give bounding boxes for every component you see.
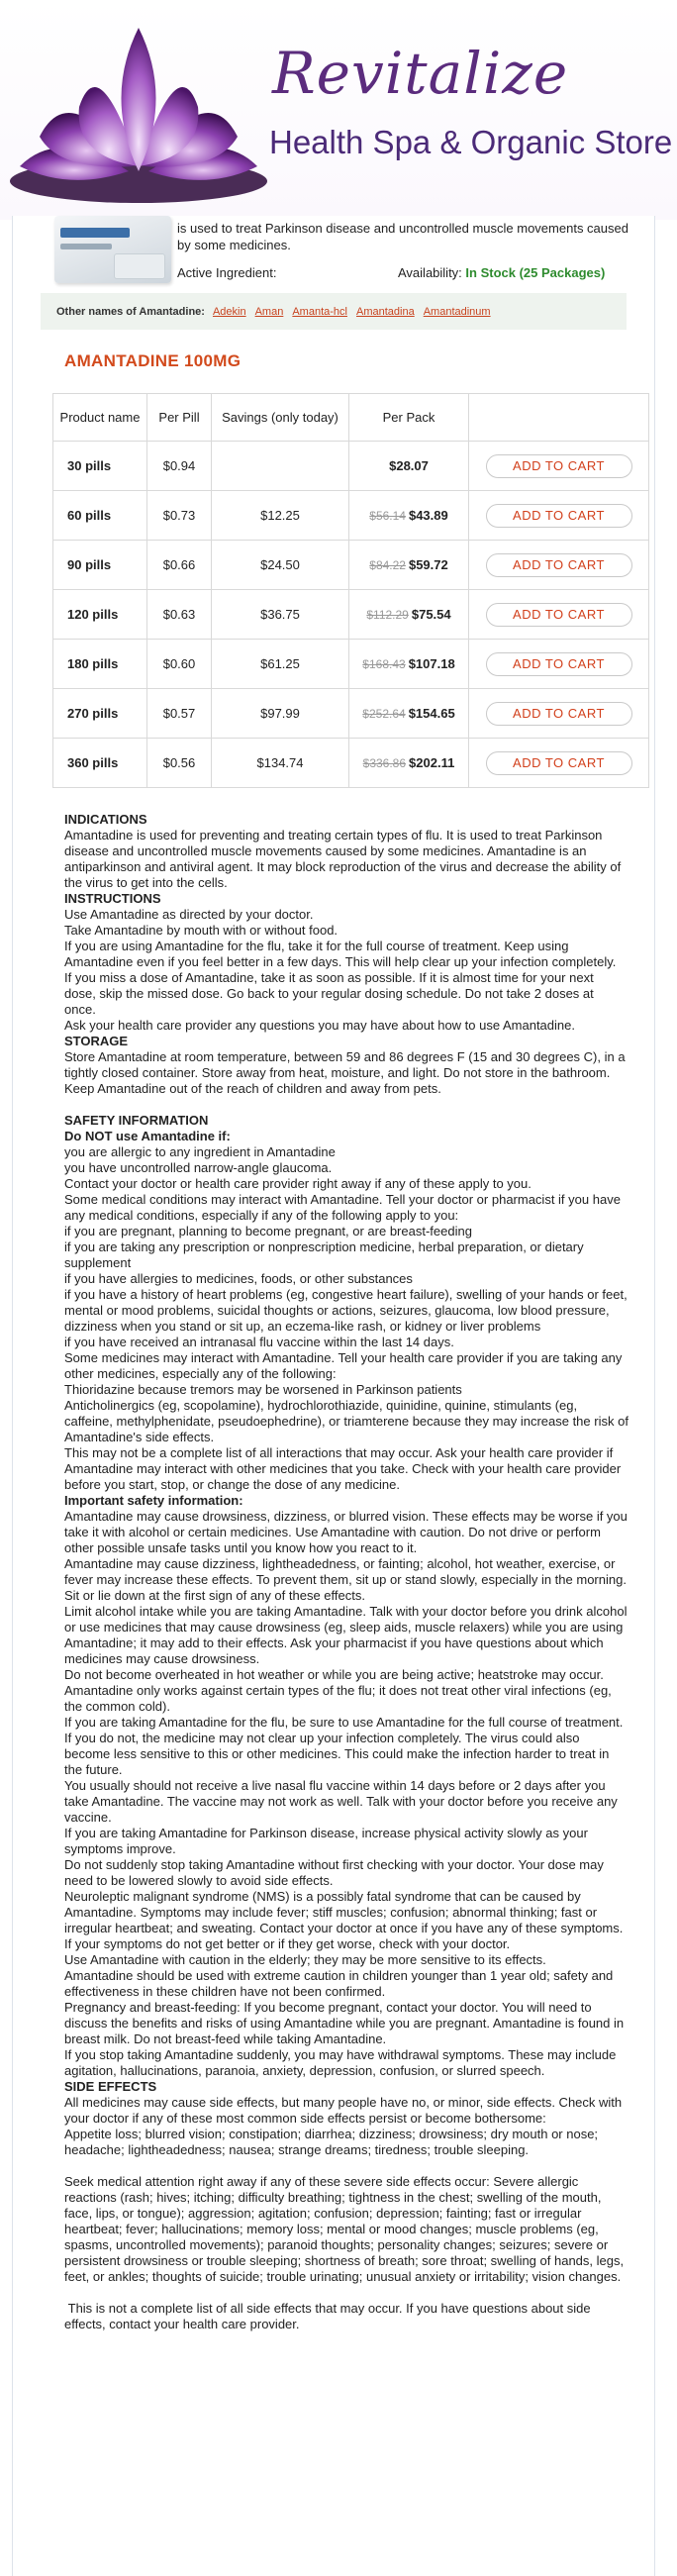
product-description: is used to treat Parkinson disease and uncontrolled muscle movements caused by some medicines.: [177, 221, 629, 252]
row-price: $75.54: [411, 607, 451, 622]
row-savings: $61.25: [212, 640, 349, 689]
row-action: [469, 442, 649, 491]
do-not-heading: Do NOT use Amantadine if:: [64, 1129, 231, 1143]
do-not-item: if you are pregnant, planning to become pregnant, or are breast-feeding: [64, 1224, 472, 1238]
add-to-cart-button[interactable]: ADD TO CART: [486, 751, 632, 775]
table-row: [53, 541, 649, 590]
side-effects-list: [64, 2095, 629, 2158]
lotus-logo-icon: [0, 8, 277, 216]
safety-heading: SAFETY INFORMATION: [64, 1113, 209, 1128]
col-action: [469, 394, 649, 442]
row-action: [469, 689, 649, 739]
row-per-pill: $0.56: [147, 739, 212, 788]
do-not-item: Contact your doctor or health care provider right away if any of these apply to you.: [64, 1176, 532, 1191]
row-price: $154.65: [408, 706, 455, 721]
row-old-price: $56.14: [369, 509, 406, 523]
row-action: [469, 590, 649, 640]
brand-title: Revitalize: [272, 40, 569, 107]
row-per-pack: [349, 541, 469, 590]
important-item: Amantadine only works against certain types of the flu; it does not treat other viral infections (eg, the common cold).: [64, 1683, 612, 1714]
row-old-price: $252.64: [362, 707, 406, 721]
row-quantity: 90 pills: [53, 541, 147, 590]
important-item: Do not become overheated in hot weather or while you are being active; heatstroke may occur.: [64, 1667, 604, 1682]
row-per-pill: $0.57: [147, 689, 212, 739]
table-row: [53, 491, 649, 541]
instruction-item: Ask your health care provider any questions you may have about how to use Amantadine.: [64, 1018, 575, 1033]
row-per-pill: $0.63: [147, 590, 212, 640]
other-name-link[interactable]: Amantadina: [355, 305, 415, 318]
instruction-item: If you are using Amantadine for the flu, take it for the full course of treatment. Keep using Amantadine even if you feel better in a few days. This will help clear up your infection completely.: [64, 939, 617, 969]
storage-heading: STORAGE: [64, 1034, 129, 1048]
important-item: Amantadine may cause drowsiness, dizziness, or blurred vision. These effects may be worse if you take it with alcohol or certain medicines. Use Amantadine with caution. Do not drive or perform other possible unsafe tasks until you know how you react to it.: [64, 1509, 628, 1555]
table-header-row: [53, 394, 649, 442]
add-to-cart-button[interactable]: ADD TO CART: [486, 702, 632, 726]
row-action: [469, 541, 649, 590]
row-price: $107.18: [408, 656, 455, 671]
important-item: Use Amantadine with caution in the elderly; they may be more sensitive to its effects.: [64, 1952, 546, 1967]
indications-heading: INDICATIONS: [64, 812, 147, 827]
row-savings: $12.25: [212, 491, 349, 541]
other-name-link[interactable]: Aman: [254, 305, 284, 318]
row-quantity: 60 pills: [53, 491, 147, 541]
do-not-item: if you have received an intranasal flu vaccine within the last 14 days.: [64, 1335, 454, 1349]
footer-note: This is not a complete list of all side effects that may occur. If you have questions about side effects, contact your health care provider.: [64, 2301, 595, 2331]
important-item: Do not suddenly stop taking Amantadine without first checking with your doctor. Your dose may need to be lowered slowly to avoid side effects.: [64, 1857, 604, 1888]
do-not-list: [64, 1144, 629, 1493]
table-row: [53, 689, 649, 739]
do-not-item: if you have allergies to medicines, foods, or other substances: [64, 1271, 413, 1286]
product-image: [54, 216, 171, 283]
row-per-pack: [349, 739, 469, 788]
instruction-item: Use Amantadine as directed by your doctor.: [64, 907, 314, 922]
row-per-pack: [349, 590, 469, 640]
do-not-item: Some medical conditions may interact with Amantadine. Tell your doctor or pharmacist if you have any medical conditions, especially if any of the following apply to you:: [64, 1192, 621, 1223]
other-name-link[interactable]: Adekin: [212, 305, 246, 318]
row-quantity: 270 pills: [53, 689, 147, 739]
side-effect-item: Appetite loss; blurred vision; constipation; diarrhea; dizziness; drowsiness; dry mouth or nose; headache; lightheadedness; nausea; strange dreams; tiredness; trouble sleeping.: [64, 2127, 599, 2157]
row-savings: $24.50: [212, 541, 349, 590]
other-name-link[interactable]: Amanta-hcl: [292, 305, 347, 318]
important-item: Limit alcohol intake while you are taking Amantadine. Talk with your doctor before you drink alcohol or use medicines that may cause drowsiness (eg, sleep aids, muscle relaxers) while you are using Amantadine; it may add to their effects. Ask your pharmacist if you have questions about which medicines may cause drowsiness.: [64, 1604, 628, 1666]
row-savings: $97.99: [212, 689, 349, 739]
row-per-pill: $0.73: [147, 491, 212, 541]
table-row: [53, 442, 649, 491]
important-list: [64, 1509, 629, 2079]
add-to-cart-button[interactable]: ADD TO CART: [486, 504, 632, 528]
important-item: If your symptoms do not get better or if they get worse, check with your doctor.: [64, 1936, 511, 1951]
price-table: [52, 393, 649, 788]
row-per-pack: [349, 491, 469, 541]
col-per-pill: Per Pill: [147, 394, 212, 442]
instructions-heading: INSTRUCTIONS: [64, 891, 161, 906]
col-per-pack: Per Pack: [349, 394, 469, 442]
availability: [398, 265, 605, 280]
do-not-item: Some medicines may interact with Amantadine. Tell your health care provider if you are taking any other medicines, especially any of the following:: [64, 1350, 623, 1381]
row-price: $202.11: [409, 755, 455, 770]
row-action: [469, 739, 649, 788]
row-per-pill: $0.66: [147, 541, 212, 590]
row-per-pill: $0.94: [147, 442, 212, 491]
instruction-item: Take Amantadine by mouth with or without food.: [64, 923, 338, 938]
stock-status: In Stock (25 Packages): [465, 265, 606, 280]
brand-subtitle: Health Spa & Organic Store: [269, 124, 673, 160]
important-item: Amantadine should be used with extreme caution in children younger than 1 year old; safety and effectiveness in these children have not been confirmed.: [64, 1968, 614, 1999]
do-not-item: you have uncontrolled narrow-angle glaucoma.: [64, 1160, 333, 1175]
table-row: [53, 640, 649, 689]
do-not-item: Thioridazine because tremors may be worsened in Parkinson patients: [64, 1382, 462, 1397]
important-item: If you are taking Amantadine for Parkinson disease, increase physical activity slowly as your symptoms improve.: [64, 1826, 588, 1856]
row-old-price: $84.22: [369, 558, 406, 572]
row-old-price: $112.29: [366, 608, 409, 622]
row-old-price: $336.86: [362, 756, 407, 770]
severe-effects-text: Seek medical attention right away if any of these severe side effects occur: Severe allergic reactions (rash; hives; itching; difficulty breathing; tightness in the chest; swelling of the mouth, face, lips, or tongue); aggression; agitation; confusion; depression; fainting; fast or irregular heartbeat; fever; hallucinations; memory loss; mental or mood changes; muscle problems (eg, spasms, uncontrolled movements); paranoid thoughts; personality changes; seizures; severe or persistent drowsiness or trouble sleeping; shortness of breath; sore throat; swelling of hands, legs, feet, or ankles; thoughts of suicide; trouble urinating; unusual anxiety or irritability; vision changes.: [64, 2174, 625, 2284]
row-price: $59.72: [408, 557, 448, 572]
important-item: You usually should not receive a live nasal flu vaccine within 14 days before or 2 days after you take Amantadine. The vaccine may not work as well. Talk with your doctor before you receive any vaccine.: [64, 1778, 618, 1825]
row-per-pill: $0.60: [147, 640, 212, 689]
row-old-price: $168.43: [362, 657, 406, 671]
row-per-pack: [349, 640, 469, 689]
instructions-list: [64, 907, 629, 1034]
side-effect-item: All medicines may cause side effects, but many people have no, or minor, side effects. Check with your doctor if any of these most common side effects persist or become bothersome:: [64, 2095, 623, 2126]
important-item: Pregnancy and breast-feeding: If you become pregnant, contact your doctor. You will need to discuss the benefits and risks of using Amantadine while you are pregnant. Amantadine is found in breast milk. Do not breast-feed while taking Amantadine.: [64, 2000, 625, 2046]
important-item: Neuroleptic malignant syndrome (NMS) is a possibly fatal syndrome that can be caused by Amantadine. Symptoms may include fever; stiff muscles; confusion; abnormal thinking; fast or irregular heartbeat; and sweating. Contact your doctor at once if you have any of these symptoms.: [64, 1889, 624, 1935]
row-savings: $36.75: [212, 590, 349, 640]
important-item: If you are taking Amantadine for the flu, be sure to use Amantadine for the full course of treatment. If you do not, the medicine may not clear up your infection completely. The virus could also become less sensitive to this or other medicines. This could make the infection harder to treat in the future.: [64, 1715, 624, 1777]
do-not-item: Anticholinergics (eg, scopolamine), hydrochlorothiazide, quinidine, quinine, stimulants (eg, caffeine, methylphenidate, pseudoephedrine), or triamterene because they may increase the risk of Amantadine's side effects.: [64, 1398, 629, 1444]
add-to-cart-button[interactable]: ADD TO CART: [486, 652, 632, 676]
row-savings: [212, 442, 349, 491]
site-banner: [0, 0, 677, 220]
table-row: [53, 590, 649, 640]
row-price: $43.89: [408, 508, 448, 523]
col-product-name: Product name: [53, 394, 147, 442]
product-title: AMANTADINE 100MG: [64, 351, 242, 370]
active-ingredient-label: Active Ingredient:: [177, 265, 277, 280]
row-per-pack: [349, 442, 469, 491]
important-heading: Important safety information:: [64, 1493, 243, 1508]
important-item: Amantadine may cause dizziness, lightheadedness, or fainting; alcohol, hot weather, exercise, or fever may increase these effects. To prevent them, sit up or stand slowly, especially in the morning. Sit or lie down at the first sign of any of these effects.: [64, 1556, 627, 1603]
add-to-cart-button[interactable]: ADD TO CART: [486, 603, 632, 627]
do-not-item: you are allergic to any ingredient in Amantadine: [64, 1144, 336, 1159]
add-to-cart-button[interactable]: ADD TO CART: [486, 553, 632, 577]
col-savings: Savings (only today): [212, 394, 349, 442]
important-item: If you stop taking Amantadine suddenly, you may have withdrawal symptoms. These may include agitation, hallucinations, paranoia, anxiety, depression, confusion, or slurred speech.: [64, 2047, 617, 2078]
instruction-item: If you miss a dose of Amantadine, take it as soon as possible. If it is almost time for your next dose, skip the missed dose. Go back to your regular dosing schedule. Do not take 2 doses at once.: [64, 970, 594, 1017]
storage-text: Store Amantadine at room temperature, between 59 and 86 degrees F (15 and 30 degrees C), in a tightly closed container. Store away from heat, moisture, and light. Do not store in the bathroom. Keep Amantadine out of the reach of children and away from pets.: [64, 1049, 626, 1096]
other-names-label: Other names of Amantadine:: [56, 305, 205, 318]
row-savings: $134.74: [212, 739, 349, 788]
do-not-item: if you are taking any prescription or nonprescription medicine, herbal preparation, or dietary supplement: [64, 1239, 584, 1270]
do-not-item: This may not be a complete list of all interactions that may occur. Ask your health care provider if Amantadine may interact with other medicines that you take. Check with your health care provider before you start, stop, or change the dose of any medicine.: [64, 1445, 622, 1492]
row-quantity: 360 pills: [53, 739, 147, 788]
do-not-item: if you have a history of heart problems (eg, congestive heart failure), swelling of your hands or feet, mental or mood problems, suicidal thoughts or actions, seizures, glaucoma, low blood pressure, dizziness when you stand or sit up, an eczema-like rash, or kidney or liver problems: [64, 1287, 628, 1334]
row-quantity: 120 pills: [53, 590, 147, 640]
row-price: $28.07: [389, 458, 429, 473]
indications-text: Amantadine is used for preventing and treating certain types of flu. It is used to treat Parkinson disease and uncontrolled muscle movements caused by some medicines. Amantadine is an antiparkinson and antiviral agent. It may block reproduction of the virus and decrease the ability of the virus to get into the cells.: [64, 828, 622, 890]
other-name-link[interactable]: Amantadinum: [423, 305, 491, 318]
availability-label: Availability:: [398, 265, 462, 280]
other-names-bar: [41, 293, 627, 330]
product-summary: [13, 216, 654, 293]
add-to-cart-button[interactable]: ADD TO CART: [486, 454, 632, 478]
table-row: [53, 739, 649, 788]
drug-information: [64, 812, 629, 2332]
product-page: [12, 216, 655, 2576]
row-quantity: 30 pills: [53, 442, 147, 491]
side-effects-heading: SIDE EFFECTS: [64, 2079, 157, 2094]
row-action: [469, 491, 649, 541]
row-quantity: 180 pills: [53, 640, 147, 689]
row-per-pack: [349, 689, 469, 739]
row-action: [469, 640, 649, 689]
